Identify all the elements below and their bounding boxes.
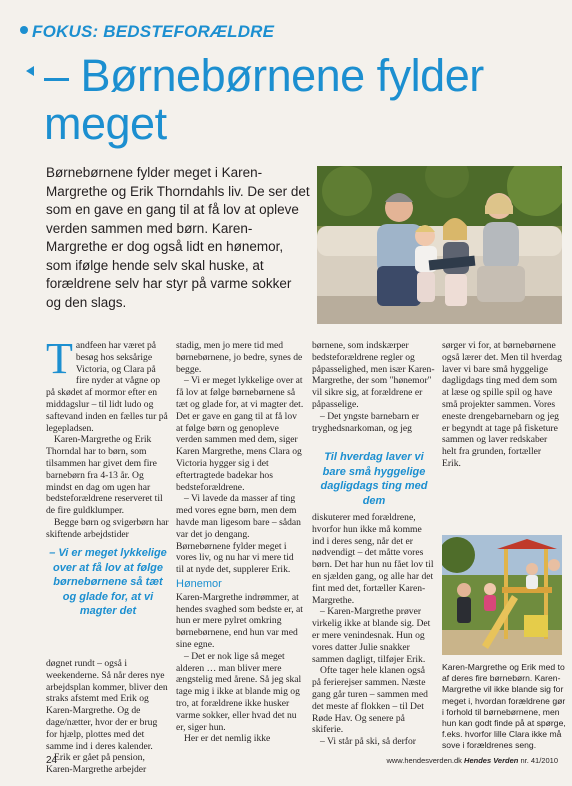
body-paragraph: stadig, men jo mere tid med børnebørnene, jo bedre, synes de begge.: [176, 340, 303, 375]
body-paragraph: børnene, som indskærper bedsteforældrene regler og påpasselighed, men især Karen-Margrethe, der som "hønemor" vil sikre sig, at forældrene er påpasselige.: [312, 340, 435, 410]
photo-caption: Karen-Margrethe og Erik med to af deres fire børnebørn. Karen-Margrethe vil ikke blande sig for meget i, hvordan forældrene gør i forhold til børnebørnene, men hun kan godt finde på at spørge, f.eks. hvorfor lille Clara ikke må sove i forældrenes seng.: [442, 662, 566, 751]
pull-quote: – Vi er meget lykkelige over at få lov at følge børnebørnene så tæt og glade for, at vi magter det: [49, 547, 167, 617]
playground-photo-illustration: [442, 535, 562, 655]
subheading: Hønemor: [176, 577, 222, 590]
body-column-2: [176, 340, 304, 745]
body-paragraph: Ofte tager hele klanen også på ferierejser sammen. Næste gang går turen – sammen med det meste af flokken – til Det Røde Hav. Og senere på skiferie.: [312, 665, 428, 736]
body-column-4: [442, 340, 562, 470]
body-paragraph: Erik er gået på pension, Karen-Margrethe arbejder: [46, 752, 147, 776]
body-column-1-continued: [46, 658, 170, 776]
footer-brand: Hendes Verden: [464, 756, 519, 765]
drop-cap: T: [46, 334, 73, 383]
body-paragraph: – Vi lavede da masser af ting med vores egne børn, men dem havde man ligesom bare – sådan var det jo dengang. Børnebørnene fylder meget i vores liv, og nu har vi mere tid til at nyde det, supplerer Erik.: [176, 493, 301, 576]
footer-credits: [386, 756, 558, 765]
first-paragraph: [46, 334, 170, 434]
arrow-left-icon: [26, 66, 34, 76]
bullet-dot-icon: [20, 26, 28, 34]
body-paragraph: sørger vi for, at børnebørnene også lærer det. Men til hverdag laver vi bare små hyggelige dagligdags ting med dem som at læse og spille spil og have små projekter sammen. Vores eneste drengebarnebarn og jeg er begyndt at tage på fisketure sammen og laver redskaber helt fra grunden, fortæller Erik.: [442, 340, 562, 469]
body-paragraph: – Det er nok lige så meget alderen … man bliver mere ængstelig med årene. Så jeg skal tage mig i ikke at blande mig og tro, at forældrene ikke husker varme sokker, eller hvad det nu er, siger hun.: [176, 650, 302, 733]
kicker-text: FOKUS: BEDSTEFORÆLDRE: [32, 22, 275, 41]
headline: – Børnebørnene fylder meget: [44, 50, 484, 149]
lead-paragraph: Børnebørnene fylder meget i Karen-Margrethe og Erik Thorndahls liv. De ser det som en gave en gang til at få lov at opleve verden sammen med børn. Karen-Margrethe er dog også lidt en hønemor, som ifølge hende selv skal huske, at forældrene selv har styr på varme sokker og den slags.: [46, 165, 310, 310]
footer-site: www.hendesverden.dk: [386, 756, 462, 765]
body-column-3-continued: [312, 512, 436, 748]
body-paragraph: andfeen har været på besøg hos seksårige Victoria, og Clara på fire nyder at vågne op på skødet af mormor efter en middagslur – til lidt ludo og saftevand inden en fælles tur på legepladsen.: [46, 340, 168, 434]
body-paragraph: – Vi står på ski, så derfor: [320, 736, 416, 748]
family-photo: [317, 166, 562, 324]
body-column-3: [312, 340, 436, 434]
body-paragraph: Karen-Margrethe og Erik Thorndal har to børn, som tilsammen har givet dem fire barnebørn fra 4-13 år. Og mindst en dag om ugen har bedsteforældrene reserveret til de fire guldklumper.: [46, 434, 163, 517]
pull-quote: Til hverdag laver vi bare små hyggelige dagligdags ting med dem: [320, 451, 428, 507]
playground-photo: [442, 535, 562, 655]
body-paragraph: døgnet rundt – også i weekenderne. Så når deres nye arbejdsplan kommer, bliver den straks afstemt med Erik og Karen-Margrethe. Og de dage/nætter, hvor der er brug for hjælp, plottes med det samme ind i deres kalender.: [46, 658, 168, 752]
footer-issue: nr. 41/2010: [520, 756, 558, 765]
body-paragraph: Begge børn og svigerbørn har skiftende arbejdstider: [46, 516, 169, 540]
body-paragraph: Karen-Margrethe indrømmer, at hendes svaghed som bedste er, at hun er mere pylret omkring børnebørnene, end hun var med sine egne.: [176, 591, 303, 650]
body-paragraph: – Karen-Margrethe prøver virkelig ikke at blande sig. Det er mere venindesnak. Hun og vores datter Julie snakker sammen dagligt, tilføjer Erik.: [312, 606, 431, 665]
family-photo-illustration: [317, 166, 562, 324]
body-column-1: [46, 334, 170, 541]
page-number: 24: [46, 755, 58, 766]
body-paragraph: – Det yngste barnebarn er tryghedsnarkoman, og jeg: [312, 410, 420, 434]
body-paragraph: – Vi er meget lykkelige over at få lov at følge børnebørnene så tæt og glade for, at vi magter det. Det er gave en gang til at få lov at følge børn og genopleve verden sammen med dem, siger Karen Margrethe, mens Clara og Victoria hygger sig i det eftertragtede badekar hos bedsteforældrene.: [176, 375, 304, 493]
body-paragraph: Her er det nemlig ikke: [184, 733, 271, 745]
body-paragraph: diskuterer med forældrene, hvorfor hun ikke må komme ind i deres seng, når det er nødvendigt – det måtte vores børn. Det har hun nu fået lov til en sjælden gang, og alle har det fint med det, fortæller Karen-Margrethe.: [312, 512, 434, 606]
section-kicker: [20, 22, 274, 42]
